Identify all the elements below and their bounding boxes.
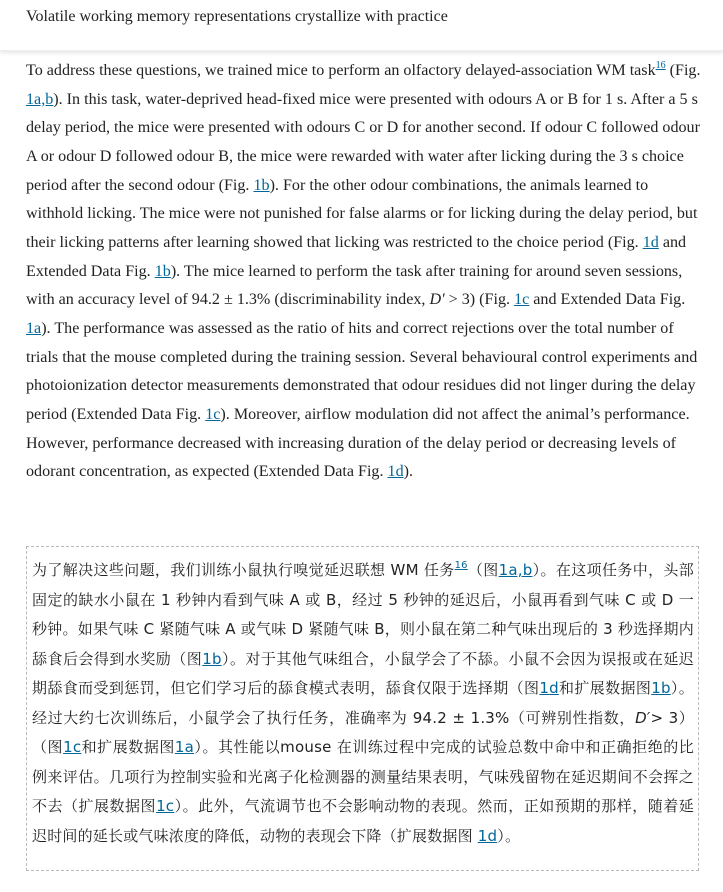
extended-figure-link-1c[interactable]: 1c xyxy=(205,405,221,423)
translation-segment: （图 xyxy=(467,561,499,579)
translation-box xyxy=(26,546,699,871)
figure-link-1c[interactable]: 1c xyxy=(514,291,530,309)
translation-segment: 为了解决这些问题，我们训练小鼠执行嗅觉延迟联想 WM 任务 xyxy=(32,561,455,579)
translation-segment: ）。此外，气流调节也不会影响动物的表现。然而，正如预期的那样，随着延迟时间的延长或气味浓度的降低，动物的表现会下降（扩展数据图 xyxy=(32,797,694,845)
translation-figure-link-1c[interactable]: 1c xyxy=(63,738,82,756)
translation-figure-link-1ab[interactable]: 1a,b xyxy=(498,561,533,579)
text-segment: ). The mice learned to perform the task after training for around seven sessions, with an accuracy level of 94.2 ± 1.3% (discriminability index, xyxy=(26,262,683,309)
text-segment: To address these questions, we trained mice to perform an olfactory delayed-association WM task xyxy=(26,62,656,79)
text-segment: and Extended Data Fig. xyxy=(529,291,686,309)
translation-extended-figure-link-1b[interactable]: 1b xyxy=(651,679,671,697)
translation-segment: 和扩展数据图 xyxy=(81,738,175,756)
extended-figure-link-1a[interactable]: 1a xyxy=(26,319,42,337)
text-segment: ). In this task, water-deprived head-fixed mice were presented with odours A or B for 1 s. After a 5 s delay period, the mice were presented with odours C or D for another second. If odour C followed odour A or odour D followed odour B, the mice were rewarded with water after licking during the 3 s choice period after the second odour (Fig. xyxy=(26,90,700,194)
extended-figure-link-1d[interactable]: 1d xyxy=(387,463,404,481)
text-segment: ). For the other odour combinations, the animals learned to withhold licking. The mice were not punished for false alarms or for licking during the delay period, but their licking patterns after learning showed that licking was restricted to the choice period (Fig. xyxy=(26,176,698,251)
figure-link-1b[interactable]: 1b xyxy=(253,176,270,194)
translation-segment: 和扩展数据图 xyxy=(558,679,652,697)
text-segment: (Fig. xyxy=(665,62,701,79)
text-segment: ). The performance was assessed as the ratio of hits and correct rejections over the total number of trials that the mouse completed during the training session. Several behavioural control experiments and photoionization detector measurements demonstrated that odour residues did not linger during the delay period (Extended Data Fig. xyxy=(26,319,698,423)
translation-extended-figure-link-1d[interactable]: 1d xyxy=(477,826,498,845)
extended-figure-link-1b[interactable]: 1b xyxy=(154,262,171,280)
article-paragraph xyxy=(26,57,706,487)
translation-segment: ）。其性能以mouse 在训练过程中完成的试验总数中命中和正确拒绝的比例来评估。几项行为控制实验和光离子化检测器的测量结果表明，气味残留物在延迟期间不会挥之不去（扩展数据图 xyxy=(32,738,694,815)
translation-extended-figure-link-1c[interactable]: 1c xyxy=(156,797,175,815)
translation-reference-link-16[interactable]: 16 xyxy=(454,560,468,571)
figure-link-1d[interactable]: 1d xyxy=(642,233,659,251)
translation-extended-figure-link-1a[interactable]: 1a xyxy=(174,738,195,756)
text-segment: > 3) (Fig. xyxy=(444,291,515,309)
translation-figure-link-1b[interactable]: 1b xyxy=(202,649,222,668)
translation-segment: > 3）（图 xyxy=(32,708,695,756)
translation-segment: ）。对于其他气味组合，小鼠学会了不舔。小鼠不会因为误报或在延迟期舔食而受到惩罚，但它们学习后的舔食模式表明，舔食仅限于选择期（图 xyxy=(32,649,694,697)
translation-dprime-symbol: D′ xyxy=(635,708,651,727)
translation-segment: ）。 xyxy=(497,826,521,845)
reference-link-16[interactable]: 16 xyxy=(655,60,666,71)
dprime-symbol: D′ xyxy=(429,291,445,309)
translation-figure-link-1d[interactable]: 1d xyxy=(539,679,559,697)
sticky-header xyxy=(0,0,723,51)
translation-segment: ）。在这项任务中，头部固定的缺水小鼠在 1 秒钟内看到气味 A 或 B，经过 5 秒钟的延迟后，小鼠再看到气味 C 或 D 一秒钟。如果气味 C 紧随气味 A 或气味 D 紧随气味 B，则小鼠在第二种气味出现后的 3 秒选择期内舔食后会得到水奖励（图 xyxy=(32,561,694,668)
translation-segment: ）。经过大约七次训练后，小鼠学会了执行任务，准确率为 94.2 ± 1.3%（可辨别性指数， xyxy=(32,679,694,727)
text-segment: ). Moreover, airflow modulation did not affect the animal’s performance. However, performance decreased with increasing duration of the delay period or decreasing levels of odorant concentration, as expected (Extended Data Fig. xyxy=(26,405,690,481)
figure-link-1ab[interactable]: 1a,b xyxy=(26,90,54,108)
article-title: Volatile working memory representations crystallize with practice xyxy=(26,8,448,25)
text-segment: and Extended Data Fig. xyxy=(26,233,687,280)
text-segment: ). xyxy=(403,463,414,481)
